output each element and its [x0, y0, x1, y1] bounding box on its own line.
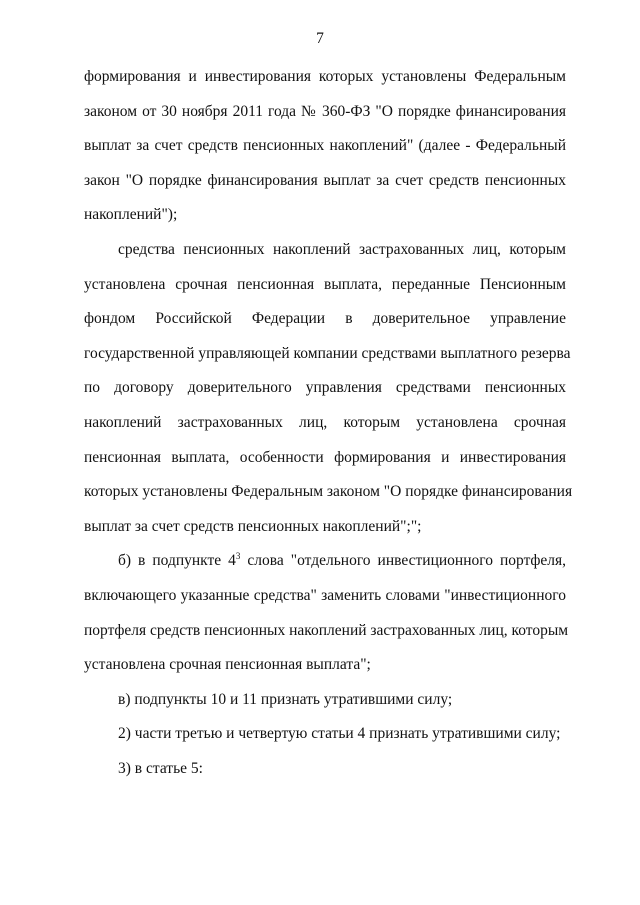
text-line: пенсионная выплата, особенности формирования и инвестирования — [84, 448, 566, 466]
text-line: средства пенсионных накоплений застрахованных лиц, которым — [118, 240, 566, 258]
text-line: формирования и инвестирования которых установлены Федеральным — [84, 68, 566, 85]
paragraph-2 — [84, 238, 573, 549]
text-line: выплат за счет средств пенсионных накоплений" (далее - Федеральный — [84, 137, 566, 155]
text-line: 3) в статье 5: — [118, 759, 203, 777]
paragraph-5 — [84, 722, 566, 757]
text-line: выплат за счет средств пенсионных накоплений";"; — [84, 517, 422, 535]
paragraph-4 — [84, 688, 566, 723]
text-line: фондом Российской Федерации в доверительное управление — [84, 310, 566, 328]
text-line — [84, 549, 566, 584]
paragraph-1 — [84, 65, 566, 238]
text-line: накоплений"); — [84, 206, 178, 224]
text-line: закон "О порядке финансирования выплат за счет средств пенсионных — [84, 171, 566, 189]
text-line: накоплений застрахованных лиц, которым установлена срочная — [84, 413, 566, 431]
text-line: по договору доверительного управления средствами пенсионных — [84, 379, 566, 397]
text-fragment: б) в подпункте 4 — [118, 552, 236, 570]
text-line: законом от 30 ноября 2011 года № 360-ФЗ "О порядке финансирования — [84, 102, 566, 120]
text-line: 2) части третью и четвертую статьи 4 признать утратившими силу; — [118, 725, 561, 743]
text-line: портфеля средств пенсионных накоплений застрахованных лиц, которым — [84, 621, 569, 639]
text-line: включающего указанные средства" заменить словами "инвестиционного — [84, 586, 566, 604]
text-line: которых установлены Федеральным законом "О порядке финансирования — [84, 483, 573, 501]
text-line: государственной управляющей компании средствами выплатного резерва — [84, 344, 571, 362]
text-line: установлена срочная пенсионная выплата, переданные Пенсионным — [84, 275, 566, 293]
text-line: установлена срочная пенсионная выплата"; — [84, 656, 371, 674]
document-body — [84, 65, 573, 791]
superscript: 3 — [235, 551, 241, 562]
paragraph-3 — [84, 549, 569, 687]
text-line: в) подпункты 10 и 11 признать утратившими силу; — [118, 690, 453, 708]
paragraph-6 — [84, 757, 566, 792]
text-fragment: слова "отдельного инвестиционного портфеля, — [240, 552, 566, 570]
page-number: 7 — [316, 30, 324, 47]
